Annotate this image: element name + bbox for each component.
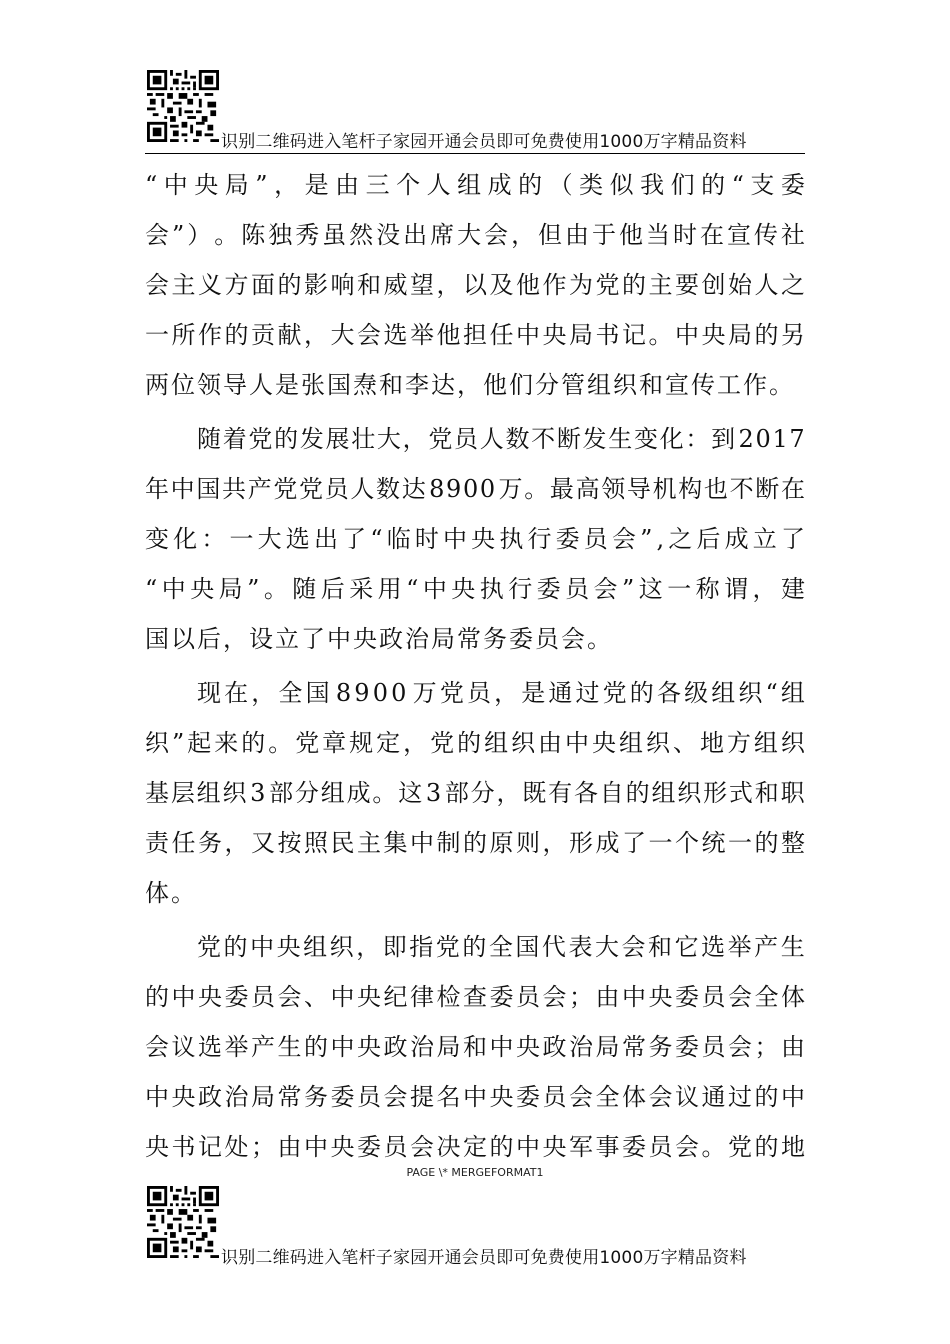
text-line: 会 议 选 举 产 生 的 中 央 政 治 局 和 中 央 政 治 局 常 务 委 员 会 ； 由 [145,1033,805,1061]
paragraph [145,160,805,410]
paragraph [145,922,805,1172]
text-line: 的 中 央 委 员 会 、 中 央 纪 律 检 查 委 员 会 ； 由 中 央 委 员 会 全 体 [145,983,805,1011]
text-line: 会 主 义 方 面 的 影 响 和 威 望 ， 以 及 他 作 为 党 的 主 要 创 始 人 之 [145,271,805,299]
text-line: 体。 [145,879,197,907]
paragraph [145,414,805,664]
document-body [145,160,805,1172]
text-line: “ 中 央 局 ” 。 随 后 采 用 “ 中 央 执 行 委 员 会 ” 这 一 称 谓 ， 建 [145,575,805,603]
text-line: 党 的 中 央 组 织 ， 即 指 党 的 全 国 代 表 大 会 和 它 选 举 产 生 [197,933,805,961]
text-line: 织 ” 起 来 的 。 党 章 规 定 ， 党 的 组 织 由 中 央 组 织 、 地 方 组 织 [145,729,805,757]
text-line: 一 所 作 的 贡 献 ， 大 会 选 举 他 担 任 中 央 局 书 记 。 中 央 局 的 另 [145,321,805,349]
text-line: 中 央 政 治 局 常 务 委 员 会 提 名 中 央 委 员 会 全 体 会 议 通 过 的 中 [145,1083,805,1111]
text-line: 年 中 国 共 产 党 党 员 人 数 达 8 9 0 0 万 。 最 高 领 导 机 构 也 不 断 在 [145,475,805,503]
text-line: 责 任 务 ， 又 按 照 民 主 集 中 制 的 原 则 ， 形 成 了 一 个 统 一 的 整 [145,829,805,857]
text-line: 基 层 组 织 3 部 分 组 成 。 这 3 部 分 ， 既 有 各 自 的 组 织 形 式 和 职 [145,779,805,807]
header-qr-caption: 识别二维码进入笔杆子家园开通会员即可免费使用1000万字精品资料 [221,132,747,152]
header-divider [145,153,805,154]
paragraph [145,668,805,918]
text-line: “ 中 央 局 ” ， 是 由 三 个 人 组 成 的 （ 类 似 我 们 的 “ 支 委 [145,171,805,199]
text-line: 央 书 记 处 ； 由 中 央 委 员 会 决 定 的 中 央 军 事 委 员 会 。 党 的 地 [145,1133,805,1161]
text-line: 国以后，设立了中央政治局常务委员会。 [145,625,613,653]
text-line: 现 在 ， 全 国 8 9 0 0 万 党 员 ， 是 通 过 党 的 各 级 组 织 “ 组 [197,679,805,707]
text-line: 两位领导人是张国焘和李达，他们分管组织和宣传工作。 [145,371,795,399]
text-line: 会 ” ） 。 陈 独 秀 虽 然 没 出 席 大 会 ， 但 由 于 他 当 时 在 宣 传 社 [145,221,805,249]
text-line: 随 着 党 的 发 展 壮 大 ， 党 员 人 数 不 断 发 生 变 化 ： 到 2 0 1 7 [197,425,805,453]
qr-code-icon [147,1186,219,1258]
footer-qr-caption: 识别二维码进入笔杆子家园开通会员即可免费使用1000万字精品资料 [221,1248,747,1268]
footer-qr-code [147,1186,219,1258]
text-line: 变 化 ： 一 大 选 出 了 “ 临 时 中 央 执 行 委 员 会 ” , 之 后 成 立 了 [145,525,805,553]
header-qr-code [147,70,219,142]
qr-code-icon [147,70,219,142]
page-number-field: PAGE \* MERGEFORMAT1 [406,1166,544,1179]
